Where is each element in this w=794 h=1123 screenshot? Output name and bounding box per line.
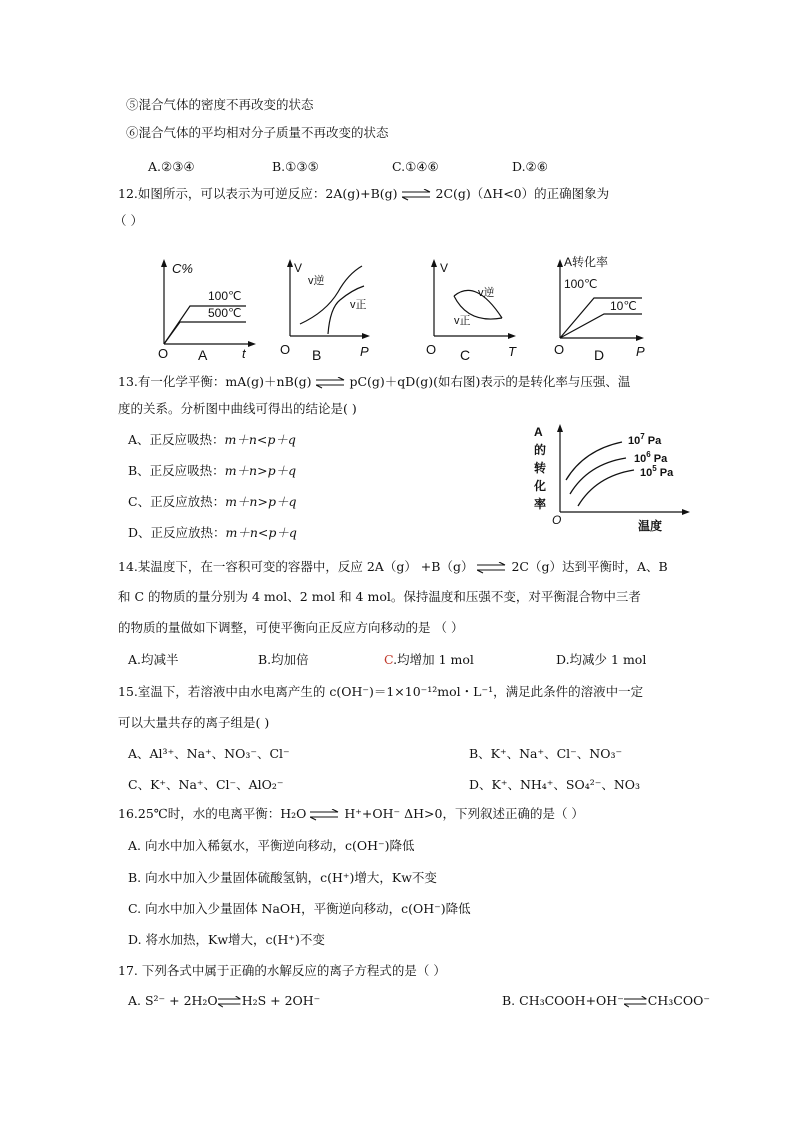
q12-graph-a [150, 256, 260, 360]
curve-label-2: 10℃ [610, 299, 637, 313]
curve-label-1: v逆 [478, 287, 495, 299]
q13-option-c [128, 494, 296, 510]
q14-choice-a: A.均减半 [128, 652, 179, 667]
q14-choice-b: B.均加倍 [258, 652, 309, 667]
q17-option-b [502, 993, 710, 1009]
q13-option-b [128, 463, 296, 479]
y-axis-label: V [294, 261, 303, 275]
curve-label-2: v正 [350, 299, 367, 311]
q16-stem [118, 806, 584, 822]
x-axis-arrow-icon [248, 341, 256, 347]
curve-label-1: 100℃ [208, 289, 242, 303]
y-axis-label: C% [172, 261, 193, 276]
option-label: B、正反应吸热： [128, 463, 225, 478]
option-a-left: A. S²⁻ + 2H₂O [128, 993, 218, 1008]
q11-choice-b: B.①③⑤ [272, 159, 319, 174]
q15-option-d: D、K⁺、NH₄⁺、SO₄²⁻、NO₃ [469, 777, 641, 792]
origin-label: O [426, 342, 437, 357]
q13-graph [526, 420, 692, 536]
q13-stem-right: pC(g)＋qD(g)(如右图)表示的是转化率与压强、温 [349, 374, 631, 389]
option-b-right: CH₃COO⁻ [647, 993, 710, 1008]
x-axis-arrow-icon [636, 335, 644, 341]
q13-stem [118, 374, 630, 390]
q16-option-d: D. 将水加热，Kw增大，c(H⁺)不变 [128, 932, 325, 947]
q14-stem-right: 2C（g）达到平衡时，A、B [511, 559, 668, 574]
q15-option-a: A、Al³⁺、Na⁺、NO₃⁻、Cl⁻ [128, 746, 290, 761]
x-axis-arrow-icon [508, 333, 516, 339]
q13-stem-2: 度的关系。分析图中曲线可得出的结论是( ) [118, 401, 357, 416]
y-axis-arrow-icon [287, 259, 293, 267]
q15-option-b: B、K⁺、Na⁺、Cl⁻、NO₃⁻ [469, 746, 623, 761]
equilibrium-arrow-icon [477, 562, 507, 574]
equilibrium-arrow-icon [310, 809, 340, 821]
choice-letter: C [384, 652, 394, 667]
q16-option-a: A. 向水中加入稀氨水，平衡逆向移动，c(OH⁻)降低 [128, 838, 415, 853]
q17-stem: 17. 下列各式中属于正确的水解反应的离子方程式的是（ ） [118, 963, 446, 978]
q16-stem-right: H⁺+OH⁻ ΔH>0，下列叙述正确的是（ ） [344, 806, 584, 821]
pressure-label-1: $10^7$ Pa [628, 432, 662, 447]
q14-stem-3: 的物质的量做如下调整，可使平衡向正反应方向移动的是 （ ） [118, 620, 464, 635]
option-label: C、正反应放热： [128, 494, 226, 509]
curve-10c [560, 314, 642, 338]
q11-option-6: ⑥混合气体的平均相对分子质量不再改变的状态 [126, 125, 389, 140]
q13-option-a [128, 432, 296, 448]
curve-label-1: 100℃ [564, 277, 598, 291]
q14-stem-left: 14.某温度下，在一容积可变的容器中，反应 2A（g） +B（g） [118, 559, 474, 574]
q16-option-b: B. 向水中加入少量固体硫酸氢钠，c(H⁺)增大，Kw不变 [128, 870, 437, 885]
q14-choice-c [384, 652, 474, 668]
q12-stem-left: 12.如图所示，可以表示为可逆反应：2A(g)+B(g) [118, 186, 398, 201]
x-axis-label: T [508, 344, 516, 359]
origin-label: O [552, 513, 562, 527]
graph-letter: A [198, 347, 208, 360]
option-relation: m＋n<p＋q [224, 432, 296, 447]
q12-graph-b [278, 256, 378, 360]
graph-letter: D [594, 347, 605, 360]
option-a-right: H₂S + 2OH⁻ [241, 993, 321, 1008]
y-axis-arrow-icon [557, 424, 563, 432]
option-relation: m＋n<p＋q [225, 525, 297, 540]
curve-label-2: v正 [454, 315, 471, 327]
y-axis-arrow-icon [431, 259, 437, 267]
q11-option-5: ⑤混合气体的密度不再改变的状态 [126, 97, 314, 112]
x-axis-label: t [242, 346, 246, 360]
q16-stem-left: 16.25℃时，水的电离平衡：H₂O [118, 806, 307, 821]
q15-stem: 15.室温下，若溶液中由水电离产生的 c(OH⁻)＝1×10⁻¹²mol・L⁻¹，满足此条件的溶液中一定 [118, 684, 644, 699]
q13-stem-left: 13.有一化学平衡：mA(g)＋nB(g) [118, 374, 312, 389]
equilibrium-arrow-icon [624, 996, 648, 1008]
x-axis-label: 温度 [638, 519, 663, 533]
curve-label-1: v逆 [308, 275, 325, 287]
option-relation: m＋n>p＋q [225, 494, 297, 509]
q14-choice-d: D.均减少 1 mol [556, 652, 647, 667]
q17-option-a [128, 993, 320, 1009]
y-label-char: 的 [534, 443, 547, 457]
q14-stem-2: 和 C 的物质的量分别为 4 mol、2 mol 和 4 mol。保持温度和压强不变，对平衡混合物中三者 [118, 589, 641, 604]
q13-option-d [128, 525, 297, 541]
x-axis-arrow-icon [362, 333, 370, 339]
x-axis-label: P [636, 344, 645, 359]
option-relation: m＋n>p＋q [224, 463, 297, 478]
q12-answer-paren: （ ） [114, 213, 143, 228]
y-axis-label: V [440, 261, 449, 275]
q11-choice-c: C.①④⑥ [392, 159, 439, 174]
q16-option-c: C. 向水中加入少量固体 NaOH，平衡逆向移动，c(OH⁻)降低 [128, 901, 471, 916]
choice-text: .均增加 1 mol [393, 652, 474, 667]
equilibrium-arrow-icon [316, 377, 346, 389]
origin-label: O [158, 346, 169, 360]
origin-label: O [280, 342, 291, 357]
q12-stem [118, 186, 609, 202]
equilibrium-arrow-icon [218, 996, 242, 1008]
option-b-left: B. CH₃COOH+OH⁻ [502, 993, 624, 1008]
q15-stem-2: 可以大量共存的离子组是( ) [118, 715, 270, 730]
y-label-char: 转 [534, 461, 547, 475]
y-axis-arrow-icon [161, 259, 167, 267]
q12-graph-d [550, 252, 654, 360]
x-axis-arrow-icon [682, 509, 690, 515]
q11-choice-a: A.②③④ [148, 159, 195, 174]
curve-label-2: 500℃ [208, 306, 242, 320]
q15-option-c: C、K⁺、Na⁺、Cl⁻、AlO₂⁻ [128, 777, 284, 792]
equilibrium-arrow-icon [402, 189, 432, 201]
pressure-label-2: $10^6$ Pa [634, 450, 668, 465]
graph-letter: C [460, 347, 471, 360]
y-axis-label: A转化率 [564, 255, 609, 269]
option-label: D、正反应放热： [128, 525, 226, 540]
origin-label: O [554, 342, 565, 357]
y-label-char: 率 [534, 497, 547, 511]
y-axis-label [533, 425, 546, 511]
q12-graph-c [424, 256, 524, 360]
x-axis-label: P [360, 344, 369, 359]
q12-stem-right: 2C(g)（ΔH<0）的正确图象为 [435, 186, 610, 201]
y-label-char: A [534, 425, 543, 439]
pressure-label-3: $10^5$ Pa [640, 464, 674, 479]
q14-stem [118, 559, 668, 575]
graph-letter: B [312, 347, 322, 360]
y-axis-arrow-icon [557, 259, 563, 267]
y-label-char: 化 [534, 479, 547, 493]
q11-choice-d: D.②⑥ [512, 159, 548, 174]
option-label: A、正反应吸热： [128, 432, 225, 447]
